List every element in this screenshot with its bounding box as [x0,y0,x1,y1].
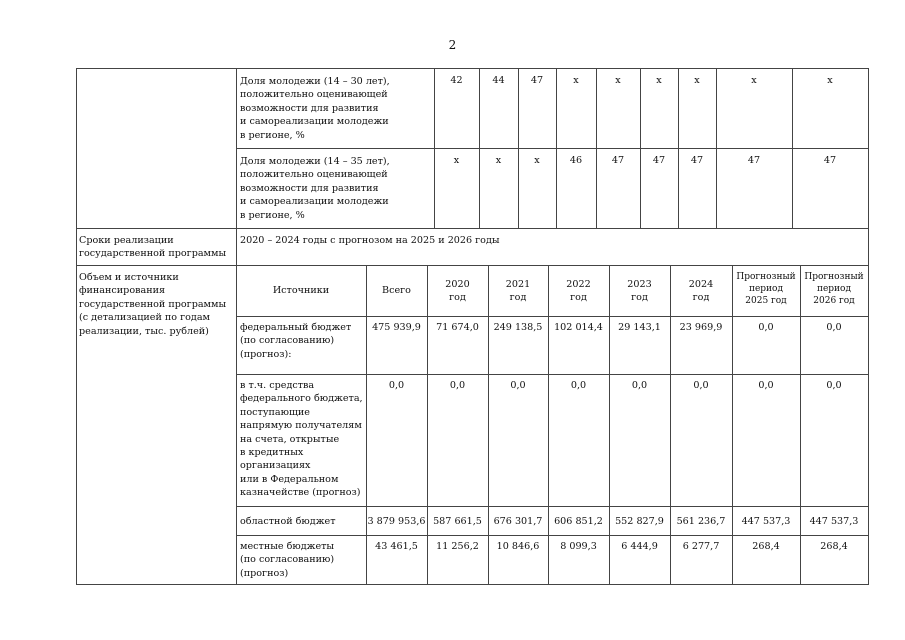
financing-header: Прогнозный период 2026 год [804,272,864,306]
financing-value: 268,4 [752,541,780,552]
financing-value: 0,0 [826,380,842,391]
financing-value: 0,0 [631,380,648,391]
indicator-value: х [751,75,757,86]
financing-value: 552 827,9 [615,516,664,527]
financing-value: 102 014,4 [554,322,603,333]
indicator-value: х [534,155,540,166]
table-rule [236,535,869,536]
financing-value: 0,0 [449,380,466,391]
table-rule [488,265,489,585]
financing-header: 2020 год [445,279,470,304]
table-rule [640,68,641,229]
financing-header: Источники [272,285,330,296]
indicator-label: Доля молодежи (14 – 35 лет), положительно оценивающей возможности для развития и самореализации молодежи в регионе, % [240,156,390,221]
financing-value: 587 661,5 [433,516,482,527]
table-rule [236,148,869,149]
indicator-label: Доля молодежи (14 – 30 лет), положительно оценивающей возможности для развития и самореализации молодежи в регионе, % [240,76,390,141]
table-rule [518,68,519,229]
financing-value: 0,0 [758,380,774,391]
financing-header: Прогнозный период 2025 год [736,272,796,306]
table-rule [236,506,869,507]
table-rule [479,68,480,229]
indicator-value: 47 [823,155,837,166]
table-rule [236,316,869,317]
financing-header: 2022 год [566,279,591,304]
financing-header: Всего [382,285,411,296]
table-rule [800,265,801,585]
table-rule [427,265,428,585]
label-column-divider [236,68,237,585]
table-rule [236,374,869,375]
financing-value: 0,0 [758,322,774,333]
financing-source: федеральный бюджет (по согласованию) (прогноз): [240,322,352,360]
financing-value: 0,0 [693,380,709,391]
indicator-value: х [573,75,579,86]
table-rule [716,68,717,229]
financing-header: 2023 год [627,279,652,304]
financing-value: 447 537,3 [809,516,859,527]
indicator-value: 47 [611,155,625,166]
indicator-value: 44 [492,75,505,86]
page-number: 2 [448,38,457,52]
indicator-value: х [656,75,662,86]
indicator-value: 47 [530,75,544,86]
table-rule [548,265,549,585]
financing-value: 0,0 [388,380,405,391]
financing-value: 6 277,7 [682,541,720,552]
financing-value: 0,0 [570,380,587,391]
financing-value: 0,0 [826,322,842,333]
financing-header: 2021 год [505,279,531,304]
table-rule [678,68,679,229]
table-bottom-border [76,584,869,585]
table-rule [556,68,557,229]
table-rule [732,265,733,585]
financing-header: 2024 год [688,279,714,304]
financing-value: 561 236,7 [676,516,726,527]
indicator-value: х [453,155,460,166]
period-value: 2020 – 2024 годы с прогнозом на 2025 и 2026 годы [240,235,500,246]
financing-value: 268,4 [820,541,848,552]
table-rule [670,265,671,585]
financing-value: 447 537,3 [741,516,791,527]
financing-source: местные бюджеты (по согласованию) (прогноз) [240,541,335,579]
table-left-border [76,68,77,585]
financing-value: 676 301,7 [493,516,543,527]
financing-label: Объем и источники финансирования государственной программы (с детализацией по годам реализации, тыс. рублей) [79,272,227,337]
table-rule [609,265,610,585]
indicator-value: х [495,155,502,166]
indicator-value: 46 [569,155,583,166]
table-right-border [868,68,869,585]
financing-value: 3 879 953,6 [367,516,426,527]
financing-value: 29 143,1 [618,322,661,333]
financing-value: 475 939,9 [372,322,421,333]
indicator-value: 47 [747,155,761,166]
indicator-value: х [694,75,700,86]
indicator-value: х [827,75,833,86]
table-rule [792,68,793,229]
indicator-value: 42 [450,75,463,86]
financing-value: 606 851,2 [554,516,603,527]
financing-value: 8 099,3 [560,541,597,552]
indicator-value: 47 [690,155,704,166]
financing-source: в т.ч. средства федерального бюджета, поступающие напрямую получателям на счета, открытые в кредитных организациях или в Федеральном казначействе (прогноз) [240,380,363,499]
indicator-value: х [615,75,621,86]
table-rule [596,68,597,229]
financing-source: областной бюджет [240,516,336,527]
financing-value: 6 444,9 [621,541,658,552]
table-rule [434,68,435,229]
indicator-value: 47 [652,155,666,166]
table-top-border [76,68,869,69]
financing-value: 43 461,5 [375,541,418,552]
financing-value: 71 674,0 [436,322,479,333]
financing-value: 23 969,9 [679,322,723,333]
financing-value: 10 846,6 [496,541,540,552]
financing-value: 0,0 [510,380,526,391]
financing-value: 11 256,2 [436,541,479,552]
table-rule [76,265,869,266]
period-label: Сроки реализации государственной программы [79,235,227,260]
financing-value: 249 138,5 [493,322,543,333]
table-rule [76,228,869,229]
